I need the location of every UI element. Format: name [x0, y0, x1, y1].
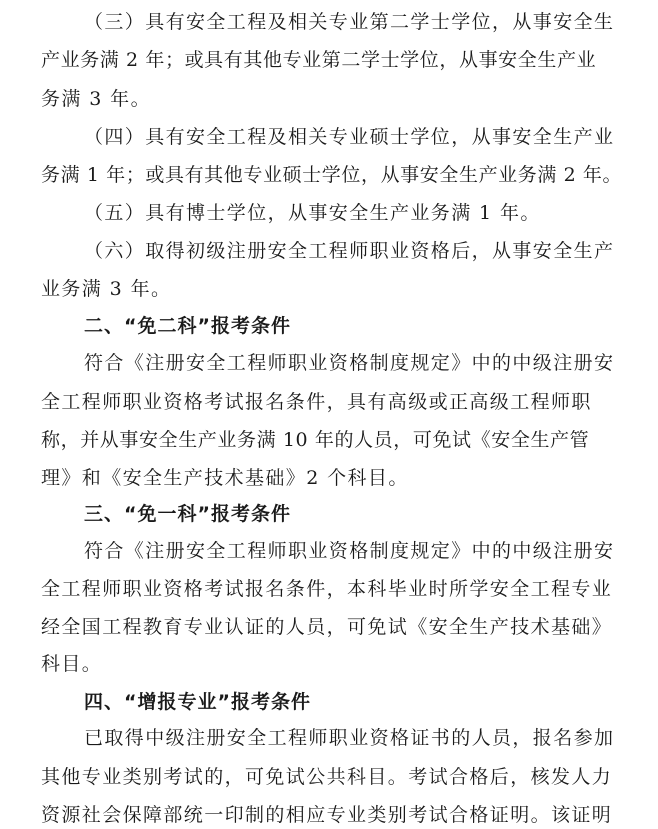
section-2-line-2: 全工程师职业资格考试报名条件，具有高级或正高级工程师职	[41, 391, 592, 413]
item-5-line-1: （五）具有博士学位，从事安全生产业务满 1 年。	[84, 202, 541, 224]
section-heading-2: 二、“免二科”报考条件	[84, 315, 291, 337]
item-3-line-3: 务满 3 年。	[41, 88, 151, 110]
section-heading-4: 四、“增报专业”报考条件	[84, 691, 311, 713]
section-4-line-1: 已取得中级注册安全工程师职业资格证书的人员，报名参加	[84, 727, 615, 749]
section-3-line-4: 科目。	[41, 653, 103, 675]
section-4-line-2: 其他专业类别考试的，可免试公共科目。考试合格后，核发人力	[41, 766, 613, 788]
section-3-line-3: 经全国工程教育专业认证的人员，可免试《安全生产技术基础》	[41, 616, 613, 638]
section-2-line-1: 符合《注册安全工程师职业资格制度规定》中的中级注册安	[84, 352, 615, 374]
section-2-line-3: 称，并从事安全生产业务满 10 年的人员，可免试《安全生产管	[41, 429, 590, 451]
item-6-line-2: 业务满 3 年。	[41, 278, 172, 300]
section-4-line-3: 资源社会保障部统一印制的相应专业类别考试合格证明。该证明	[41, 804, 613, 826]
item-4-line-2: 务满 1 年；或具有其他专业硕士学位，从事安全生产业务满 2 年。	[41, 164, 623, 186]
item-3-line-1: （三）具有安全工程及相关专业第二学士学位，从事安全生	[84, 11, 615, 33]
section-heading-3: 三、“免一科”报考条件	[84, 503, 291, 525]
item-3-line-2: 产业务满 2 年；或具有其他专业第二学士学位，从事安全生产业	[41, 49, 597, 71]
section-2-line-4: 理》和《安全生产技术基础》2 个科目。	[41, 467, 409, 489]
section-3-line-1: 符合《注册安全工程师职业资格制度规定》中的中级注册安	[84, 540, 615, 562]
item-6-line-1: （六）取得初级注册安全工程师职业资格后，从事安全生产	[84, 240, 615, 262]
section-3-line-2: 全工程师职业资格考试报名条件，本科毕业时所学安全工程专业	[41, 578, 613, 600]
item-4-line-1: （四）具有安全工程及相关专业硕士学位，从事安全生产业	[84, 126, 615, 148]
